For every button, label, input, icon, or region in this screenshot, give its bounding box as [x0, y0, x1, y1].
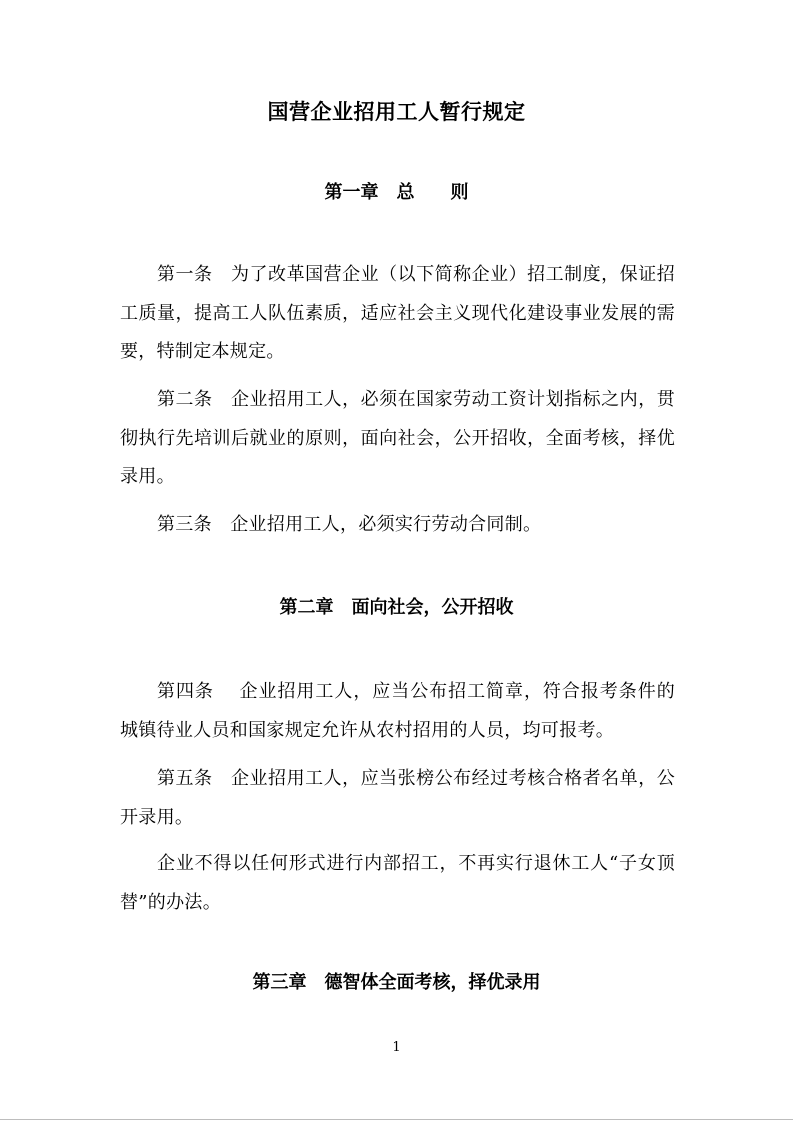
article-4	[120, 673, 675, 750]
article-5-text: 企业招用工人，应当张榜公布经过考核合格者名单，公开录用。	[120, 768, 675, 828]
article-3	[120, 506, 675, 545]
page-bottom-divider	[0, 1119, 793, 1120]
article-5	[120, 760, 675, 837]
article-4-label: 第四条	[157, 681, 214, 702]
article-4-text: 企业招用工人，应当公布招工简章，符合报考条件的城镇待业人员和国家规定允许从农村招用的人员，均可报考。	[120, 681, 675, 741]
page-number: 1	[392, 1040, 401, 1055]
article-3-label: 第三条	[157, 514, 212, 535]
document-title: 国营企业招用工人暂行规定	[267, 99, 526, 124]
article-2-text: 企业招用工人，必须在国家劳动工资计划指标之内，贯彻执行先培训后就业的原则，面向社会，公开招收，全面考核，择优录用。	[120, 389, 675, 487]
chapter-1-heading: 第一章 总 则	[324, 182, 469, 203]
chapter-2-extra-paragraph: 企业不得以任何形式进行内部招工，不再实行退休工人“子女顶替”的办法。	[120, 853, 675, 913]
article-2-label: 第二条	[157, 389, 213, 410]
article-1-label: 第一条	[157, 264, 213, 285]
chapter-3-heading: 第三章 德智体全面考核，择优录用	[252, 972, 541, 993]
article-5-label: 第五条	[157, 768, 213, 789]
article-2	[120, 381, 675, 497]
article-3-text: 企业招用工人，必须实行劳动合同制。	[230, 514, 542, 535]
article-1	[120, 256, 675, 372]
chapter-2-heading: 第二章 面向社会，公开招收	[279, 597, 514, 618]
article-1-text: 为了改革国营企业（以下简称企业）招工制度，保证招工质量，提高工人队伍素质，适应社会主义现代化建设事业发展的需要，特制定本规定。	[120, 264, 675, 362]
